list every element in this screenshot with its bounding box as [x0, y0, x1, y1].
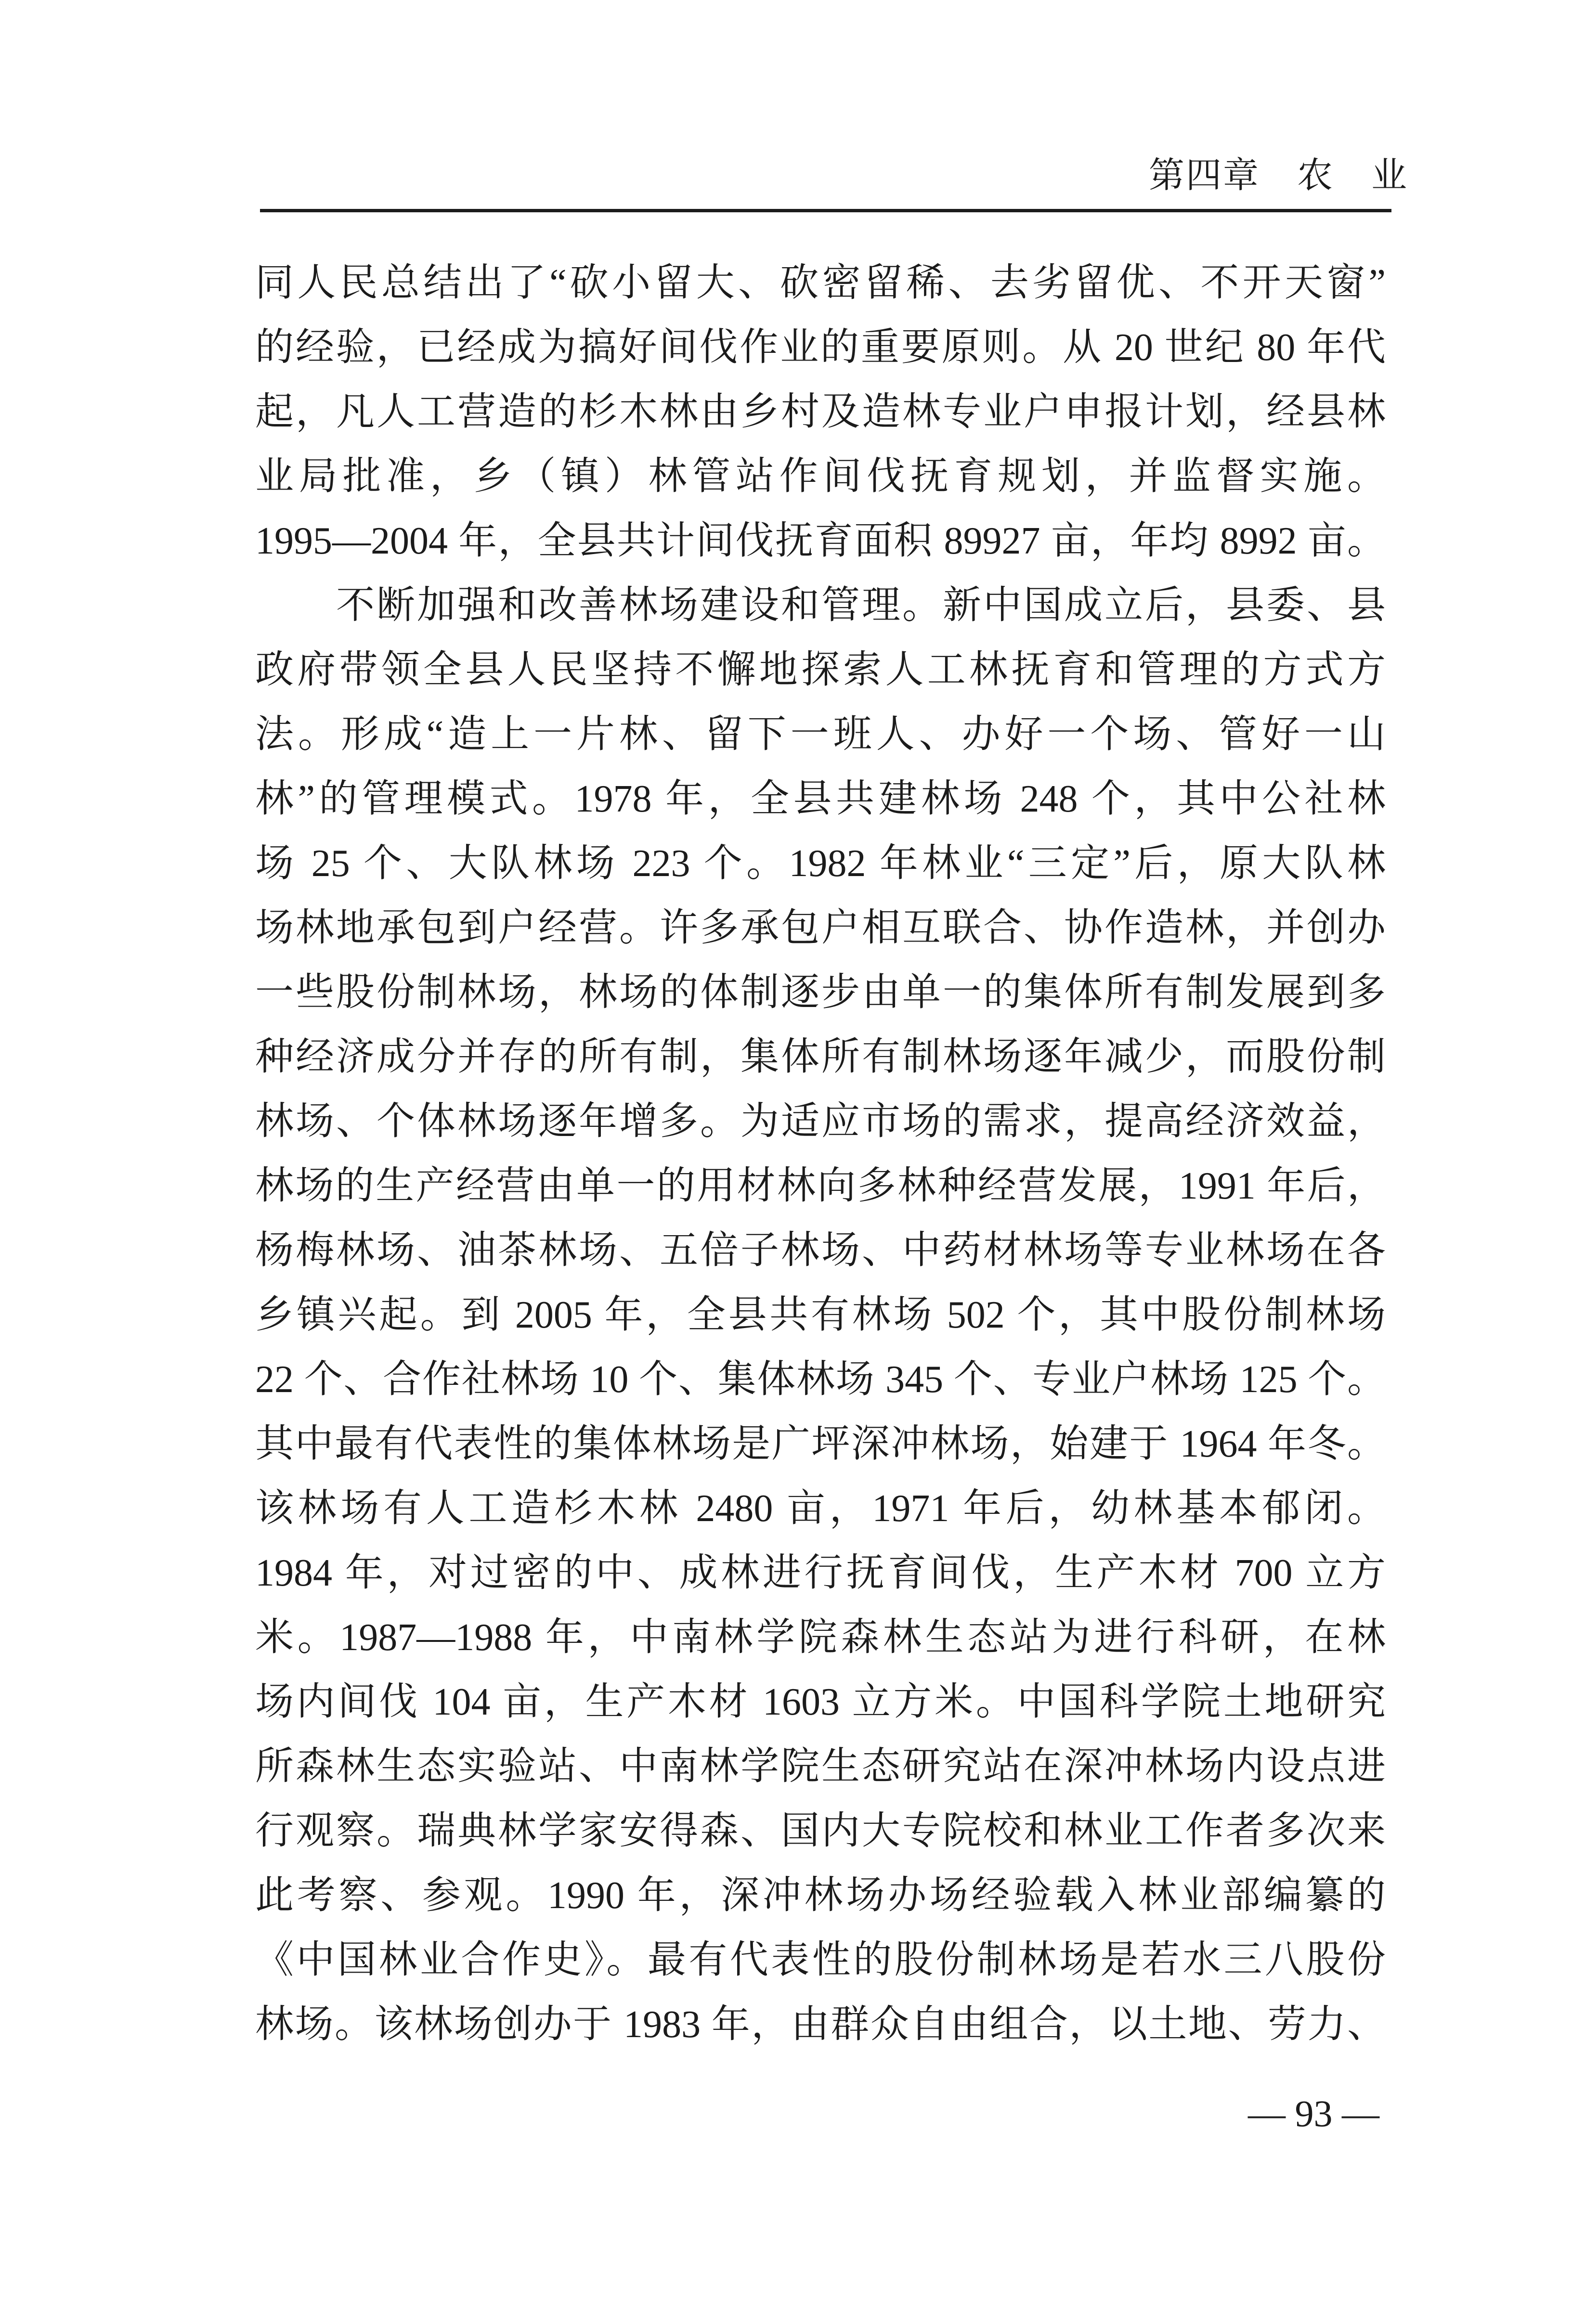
text-line: 1995—2004 年，全县共计间伐抚育面积 89927 亩，年均 8992 亩。 — [255, 520, 1386, 562]
text-line: 业局批准，乡（镇）林管站作间伐抚育规划，并监督实施。 — [255, 455, 1386, 498]
text-line: 种经济成分并存的所有制，集体所有制林场逐年减少，而股份制 — [255, 1036, 1386, 1078]
text-line: 林”的管理模式。1978 年，全县共建林场 248 个，其中公社林 — [255, 778, 1386, 820]
text-line: 米。1987—1988 年，中南林学院森林生态站为进行科研，在林 — [255, 1616, 1386, 1659]
text-line: 政府带领全县人民坚持不懈地探索人工林抚育和管理的方式方 — [255, 649, 1386, 691]
page-number: — 93 — — [1248, 2092, 1379, 2134]
text-line: 行观察。瑞典林学家安得森、国内大专院校和林业工作者多次来 — [255, 1810, 1386, 1852]
text-line: 杨梅林场、油茶林场、五倍子林场、中药材林场等专业林场在各 — [255, 1229, 1386, 1272]
text-line: 1984 年，对过密的中、成林进行抚育间伐，生产木材 700 立方 — [255, 1552, 1386, 1594]
chapter-heading: 第四章 农 业 — [1149, 156, 1408, 195]
text-line: 所森林生态实验站、中南林学院生态研究站在深冲林场内设点进 — [255, 1745, 1386, 1788]
text-line: 该林场有人工造杉木林 2480 亩，1971 年后，幼林基本郁闭。 — [255, 1487, 1386, 1530]
body-text — [255, 251, 1386, 2057]
text-line: 场 25 个、大队林场 223 个。1982 年林业“三定”后，原大队林 — [255, 842, 1386, 885]
text-line: 的经验，已经成为搞好间伐作业的重要原则。从 20 世纪 80 年代 — [255, 326, 1386, 369]
text-line: 林场的生产经营由单一的用材林向多林种经营发展，1991 年后， — [255, 1165, 1386, 1207]
text-line: 此考察、参观。1990 年，深冲林场办场经验载入林业部编纂的 — [255, 1874, 1386, 1917]
text-line: 其中最有代表性的集体林场是广坪深冲林场，始建于 1964 年冬。 — [255, 1423, 1386, 1465]
text-line: 一些股份制林场，林场的体制逐步由单一的集体所有制发展到多 — [255, 971, 1386, 1014]
header-rule — [260, 209, 1391, 212]
text-line: 法。形成“造上一片林、留下一班人、办好一个场、管好一山 — [255, 713, 1386, 756]
text-line: 同人民总结出了“砍小留大、砍密留稀、去劣留优、不开天窗” — [255, 262, 1386, 304]
text-line: 场内间伐 104 亩，生产木材 1603 立方米。中国科学院土地研究 — [255, 1681, 1386, 1723]
text-line: 起，凡人工营造的杉木林由乡村及造林专业户申报计划，经县林 — [255, 391, 1386, 433]
text-line: 乡镇兴起。到 2005 年，全县共有林场 502 个，其中股份制林场 — [255, 1294, 1386, 1336]
text-line: 场林地承包到户经营。许多承包户相互联合、协作造林，并创办 — [255, 907, 1386, 949]
text-line: 不断加强和改善林场建设和管理。新中国成立后，县委、县 — [255, 584, 1386, 627]
text-line: 《中国林业合作史》。最有代表性的股份制林场是若水三八股份 — [255, 1939, 1386, 1981]
text-line: 林场。该林场创办于 1983 年，由群众自由组合，以土地、劳力、 — [255, 2003, 1386, 2046]
text-line: 林场、个体林场逐年增多。为适应市场的需求，提高经济效益， — [255, 1100, 1386, 1143]
text-line: 22 个、合作社林场 10 个、集体林场 345 个、专业户林场 125 个。 — [255, 1358, 1386, 1401]
